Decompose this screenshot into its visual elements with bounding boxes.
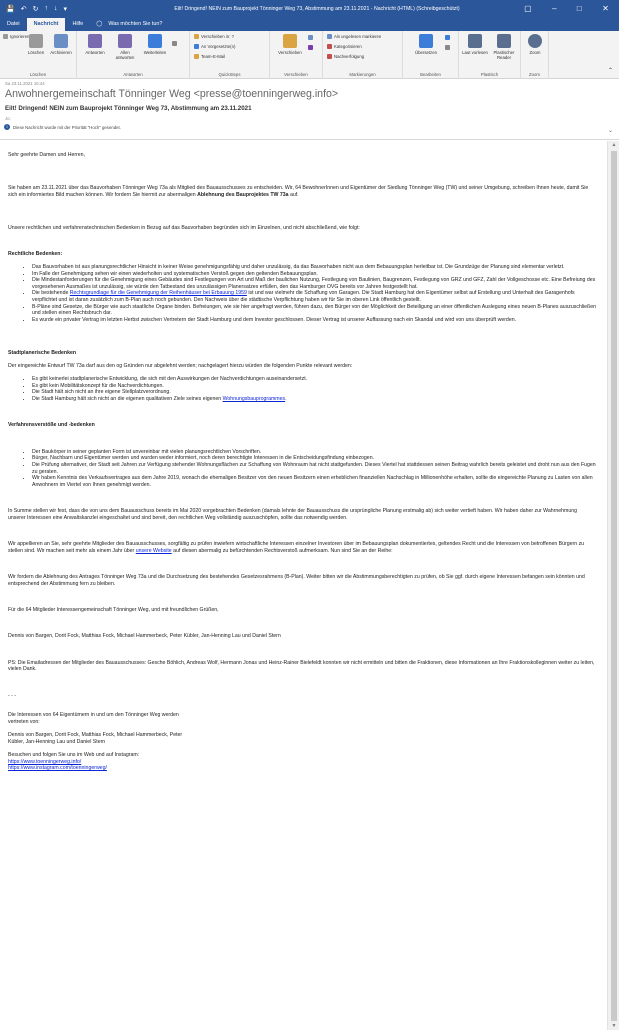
procedure-list <box>32 449 596 489</box>
follow-up-button[interactable]: Nachverfolgung <box>327 54 364 59</box>
tab-datei[interactable]: Datei <box>7 21 20 27</box>
ribbon-display-icon[interactable]: ▢ <box>524 4 532 13</box>
info-icon: i <box>4 124 10 130</box>
summary-paragraph: In Summe stellen wir fest, dass die von uns dem Bauausschuss bereits im Mai 2020 vorgebrachten Bedenken (damals lehnte der Bauausschuss die ursprüngliche Planung erstmalig ab) sich weiter vertieft haben. Wir haben daher zur Wahrnehmung unserer Interessen eine Anwaltskanzlei eingeschaltet und sind bereit, den rechtlichen Weg vollständig auszuschöpfen, sollte das notwendig werden. <box>8 508 578 521</box>
window-controls <box>514 4 619 13</box>
urban-list <box>32 376 596 402</box>
tab-hilfe[interactable]: Hilfe <box>72 21 84 27</box>
ribbon-tabs <box>0 17 619 31</box>
forward-button[interactable]: Weiterleiten <box>141 33 169 55</box>
group-plastisch <box>459 31 521 79</box>
delete-button[interactable]: Löschen <box>22 33 50 55</box>
select-icon[interactable] <box>445 45 450 50</box>
group-label: Bearbeiten <box>420 72 441 77</box>
sender[interactable]: Anwohnergemeinschaft Tönninger Weg <presse@toenningerweg.info> <box>5 88 339 100</box>
zoom-icon <box>528 34 542 48</box>
list-item: • Die Prüfung alternativer, der Stadt seit Jahren zur Verfügung stehender Wohnungsflächen zur Schaffung von Wohnraum hat nicht stattgefunden. Dieses Viertel hat stattdessen seinen Beitrag wahrlich bereits geleistet und droht nun aus den Fugen zu geraten. <box>32 462 596 475</box>
reader-icon <box>497 34 511 48</box>
zoom-button[interactable]: Zoom <box>521 33 549 55</box>
group-label: Verschieben <box>284 72 308 77</box>
group-loeschen <box>0 31 77 79</box>
priority-infobar: i Diese Nachricht wurde mit der Priorität "Hoch" gesendet. <box>4 124 121 130</box>
greeting: Sehr geehrte Damen und Herren, <box>8 152 85 158</box>
move-button[interactable]: Verschieben <box>274 33 306 55</box>
message-body <box>0 141 606 1030</box>
list-item: • Die bestehende Rechtsgrundlage für die Genehmigung der Reihenhäuser bei Erbauung 1959 ist und war vielmehr die Schaffung von Garagen. Die Stadt Hamburg hat den Eigentümer selbst auf Erstellung und Unterhalt des Garagenhofs verpflichtet und ist daran zusätzlich zum B-Plan auch noch gebunden. Den Nachweis über die städtische Verpflichtung haben wir für Sie im oberen Link öffentlich gestellt. <box>32 290 596 303</box>
reply-icon <box>88 34 102 48</box>
quick-access-toolbar <box>0 5 120 13</box>
postscript: PS: Die Emailadressen der Mitglieder des Bauausschusses: Gesche Böhlich, Andreas Wolf, Hermann Jonas und Heinz-Rainer Bielefeldt konnten wir nicht ermitteln und bitten die Fraktionen, diese Informationen an Ihre Fraktionskolleginnen weiter zu leiten, vielen Dank. <box>8 659 595 673</box>
more-reply-icon[interactable] <box>172 41 177 46</box>
category-icon <box>327 44 332 49</box>
homepage-link[interactable]: https://www.toenningerweg.info/ <box>8 758 82 765</box>
subject: Eilt! Dringend! NEIN zum Bauprojekt Tönninger Weg 73, Abstimmung am 23.11.2021 <box>5 105 252 112</box>
ribbon <box>0 31 619 79</box>
legal-list <box>32 264 596 323</box>
closing: Für die 64 Mitglieder Interessengemeinschaft Tönninger Weg, und mit freundlichen Grüßen, <box>8 606 219 613</box>
read-aloud-icon <box>468 34 482 48</box>
housing-program-link[interactable]: Wohnungsbauprogrammes <box>222 395 286 402</box>
undo-icon[interactable]: ↶ <box>20 5 27 13</box>
translate-button[interactable]: Übersetzen <box>411 33 441 55</box>
list-item: • Im Falle der Genehmigung sehen wir einen wiederholten und systematischen Verstoß gegen den geltenden Bebauungsplan. <box>32 271 596 278</box>
signature-names: Kübler, Jan-Henning Lau und Daniel Stern <box>8 738 106 745</box>
appeal-paragraph: Wir appellieren an Sie, sehr geehrte Mitglieder des Bauausschusses, sorgfältig zu prüfen inwiefern wirtschaftliche Interessen einzelner Investoren über im Bebauungsplan dokumentiertes, geltendes Recht und die Interessen von betroffenen Bürgern zu stellen sind. Wir machen seit mehr als einem Jahr über unsere Website auf diesen abermalig zu befürchtenden Rechtsverstoß aufmerksam. Nun sind Sie an der Reihe: <box>8 541 585 554</box>
website-link[interactable]: unsere Website <box>135 547 172 554</box>
move-folder-icon <box>283 34 297 48</box>
maximize-icon[interactable]: □ <box>576 4 582 13</box>
forward-icon <box>148 34 162 48</box>
procedure-heading: Verfahrensverstöße und -bedenken <box>8 422 95 429</box>
signature-names: Dennis von Bargen, Dorit Fock, Matthias Fock, Michael Hammerbeck, Peter <box>8 732 183 739</box>
scroll-up-icon[interactable]: ▲ <box>611 142 617 148</box>
archive-button[interactable]: Archivieren <box>47 33 75 55</box>
archive-icon <box>54 34 68 48</box>
list-item: • Bürger, Nachbarn und Eigentümer werden und wurden weder informiert, noch deren berechtigte Interessen in die Entscheidungsfindung einbezogen. <box>32 455 596 462</box>
quickstep-move[interactable]: Verschieben in: ? <box>194 34 234 39</box>
signature-link-row <box>8 765 596 772</box>
ignore-icon <box>3 34 8 39</box>
list-item: • Es gibt keinerlei stadtplanerische Entwicklung, die sich mit den Auswirkungen der Nachverdichtungen auseinandersetzt. <box>32 376 596 383</box>
list-item: • Es wurde ein privater Vertrag im letzten Herbst zwischen Vertretern der Stadt Hamburg und dem Investor geschlossen. Dieser Vertrag ist unserer Auffassung nach ein Skandal und wird von uns überprüft werden. <box>32 317 596 324</box>
list-item: • Die Mindestanforderungen für die Genehmigung eines Gebäudes sind Festlegungen von Art und Maß der baulichen Nutzung, Festlegung von Baulinien, Baugrenzen, Festlegung von GRZ und GFZ, Zahl der Vollgeschosse etc. Eine Befreiung des vorgesehenen Ausmaßes ist unzulässig, sie würde den Tatbestand des unzulässigen Planersatzes erfüllen, den das Hamburger OVG bereits vor Jahren festgestellt hat. <box>32 277 596 290</box>
urban-heading: Stadtplanerische Bedenken <box>8 349 77 356</box>
list-item: • Die Stadt Hamburg hält sich nicht an die eigenen qualitativen Ziele seines eigenen Wohnungsbauprogrammes. <box>32 396 596 403</box>
group-label: Antworten <box>123 72 143 77</box>
signature-line: Die Interessen von 64 Eigentümern in und um den Tönninger Weg werden <box>8 712 179 719</box>
follow-us: Besuchen und folgen Sie uns im Web und auf Instagram: <box>8 752 140 759</box>
list-item: • Das Bauvorhaben ist aus planungsrechtlicher Hinsicht in keiner Weise genehmigungsfähig und daher unzulässig, da das Bauvorhaben nicht aus dem Bebauungsplan herleitbar ist. Die Grundzüge der Planung sind elementar verletzt. <box>32 264 596 271</box>
intro-bold: Ablehnung des Bauprojektes TW 73a <box>197 191 289 198</box>
message-date: Sa 23.11.2021 16:44 <box>5 81 45 86</box>
group-markierungen <box>323 31 403 79</box>
minimize-icon[interactable]: – <box>552 4 557 13</box>
group-label: Zoom <box>529 72 540 77</box>
expand-header-icon[interactable]: ⌄ <box>607 128 613 134</box>
read-aloud-button[interactable]: Laut vorlesen <box>461 33 489 55</box>
signature-line: vertreten von: <box>8 719 40 726</box>
mail-icon <box>194 54 199 59</box>
group-zoom <box>521 31 549 79</box>
group-label: Löschen <box>29 72 47 77</box>
scrollbar-thumb[interactable] <box>611 151 617 1021</box>
envelope-icon <box>327 34 332 39</box>
group-quicksteps <box>190 31 270 79</box>
urban-intro: Der eingereichte Entwurf TW 73a darf aus den og Gründen nur abgelehnt werden; nachgelagert hierzu würden die folgenden Punkte relevant werden: <box>8 363 353 369</box>
intro-paragraph: Sie haben am 23.11.2021 über das Bauvorhaben Tönninger Weg 73a als Mitglied des Bauausschusses zu entscheiden. Wir, 64 BewohnerInnen und Eigentümer der Siedlung Tönninger Weg (TW) und seiner Umgebung, schreiben Ihnen heute, damit Sie sich ein informiertes Bild machen können. Wir fordern Sie hiermit zur abermaligen Ablehnung des Bauprojektes TW 73a auf. <box>8 184 589 198</box>
demand-paragraph: Wir fordern die Ablehnung des Antrages Tönninger Weg 73a und die Durchsetzung des bestehendes Gesetzesrahmens (B-Plan). Weiter bitten wir die Abstimmungsberechtigten zu prüfen, ob Sie ggf. durch eigene Interessen befangen sein könnten und entsprechend der Abstimmung fern zu bleiben. <box>8 574 585 587</box>
message-header <box>0 79 619 140</box>
vertical-scrollbar[interactable] <box>607 141 619 1030</box>
quickstep-team-email[interactable]: Team-E-Mail <box>194 54 225 59</box>
reply-all-icon <box>118 34 132 48</box>
down-arrow-icon[interactable]: ↓ <box>53 5 58 12</box>
save-icon[interactable]: 💾 <box>6 5 15 13</box>
categorize-button[interactable]: Kategorisieren <box>327 44 362 49</box>
immersive-reader-button[interactable]: Plastischer Reader <box>490 33 518 60</box>
reply-button[interactable]: Antworten <box>81 33 109 55</box>
customize-icon[interactable]: ▾ <box>63 5 67 13</box>
concerns-intro: Unsere rechtlichen und verfahrenstechnischen Bedenken in Bezug auf das Bauvorhaben begründen sich im Einzelnen, und nicht abschließend, wie folgt: <box>8 224 360 231</box>
quickstep-manager[interactable]: An Vorgesetzte(n) <box>194 44 235 49</box>
lightbulb-icon: ◯ <box>96 21 103 27</box>
group-label: Markierungen <box>349 72 376 77</box>
reply-all-button[interactable]: Allen antworten <box>111 33 139 60</box>
arrow-icon <box>194 44 199 49</box>
recipient-line: Jo: <box>5 116 11 121</box>
signatories: Dennis von Bargen, Dorit Fock, Matthias Fock, Michael Hammerbeck, Peter Kübler, Jan-Henning Lau und Daniel Stern <box>8 633 281 640</box>
list-item: • Wir haben Kenntnis des Verkaufsvertrages aus dem Jahre 2019, wonach die ehemaligen Besitzer von den neuen Besitzern einen erheblichen finanziellen Nachschlag in Millionenhöhe erhalten, sollte die eingereichte Planung zu Lasten von allen Anwohnern im Viertel von Ihnen genehmigt werden. <box>32 475 596 488</box>
list-item: • Der Baukörper in seiner geplanten Form ist unvereinbar mit vielen planungsrechtlichen Vorschriften. <box>32 449 596 456</box>
tell-me-search[interactable]: Was möchten Sie tun? <box>108 21 163 27</box>
delete-icon <box>29 34 43 48</box>
redo-icon[interactable]: ↻ <box>32 5 39 13</box>
group-label: Plastisch <box>480 72 499 77</box>
onenote-icon[interactable] <box>308 45 313 50</box>
group-bearbeiten <box>403 31 459 79</box>
group-verschieben <box>270 31 323 79</box>
group-antworten <box>77 31 190 79</box>
rules-icon[interactable] <box>308 35 313 40</box>
list-item: • B-Pläne sind Gesetze, die Bürger wie auch staatliche Organe binden. Befreiungen, wie sie hier angefragt werden, führen dazu, den Bürger von der Möglichkeit der Beteiligung an einer öffentlichen Auslegung eines neuen B-Planes auszuschließen und stellen einen Rechtsbruch dar. <box>32 304 596 317</box>
translate-icon <box>419 34 433 48</box>
up-arrow-icon[interactable]: ↑ <box>44 5 48 12</box>
list-item: • Die Stadt hält sich nicht an ihre eigene Stellplatzverordnung. <box>32 389 596 396</box>
legal-heading: Rechtliche Bedenken: <box>8 250 63 257</box>
instagram-link[interactable]: https://www.instagram.com/toenningerweg/ <box>8 765 107 772</box>
separator: - - - <box>8 692 17 699</box>
group-label: QuickSteps <box>218 72 241 77</box>
close-icon[interactable]: ✕ <box>602 4 609 13</box>
scroll-down-icon[interactable]: ▼ <box>611 1023 617 1029</box>
folder-icon <box>194 34 199 39</box>
signature-link-row <box>8 759 596 766</box>
list-item: • Es gibt kein Mobilitätskonzept für die Nachverdichtungen. <box>32 383 596 390</box>
flag-icon <box>327 54 332 59</box>
search-icon[interactable] <box>445 35 450 40</box>
mark-unread-button[interactable]: Als ungelesen markieren <box>327 34 381 39</box>
legal-basis-link[interactable]: Rechtsgrundlage für die Genehmigung der Reihenhäuser bei Erbauung 1959 <box>69 290 247 297</box>
tab-nachricht[interactable]: Nachricht <box>27 18 66 31</box>
window-title: Eilt! Dringend! NEIN zum Bauprojekt Tönninger Weg 73, Abstimmung am 23.11.2021 - Nachricht (HTML) (Schreibgeschützt) <box>174 5 460 12</box>
ignore-button[interactable]: Ignorieren <box>3 34 29 39</box>
title-bar <box>0 0 619 17</box>
collapse-ribbon-icon[interactable]: ⌃ <box>607 68 613 74</box>
